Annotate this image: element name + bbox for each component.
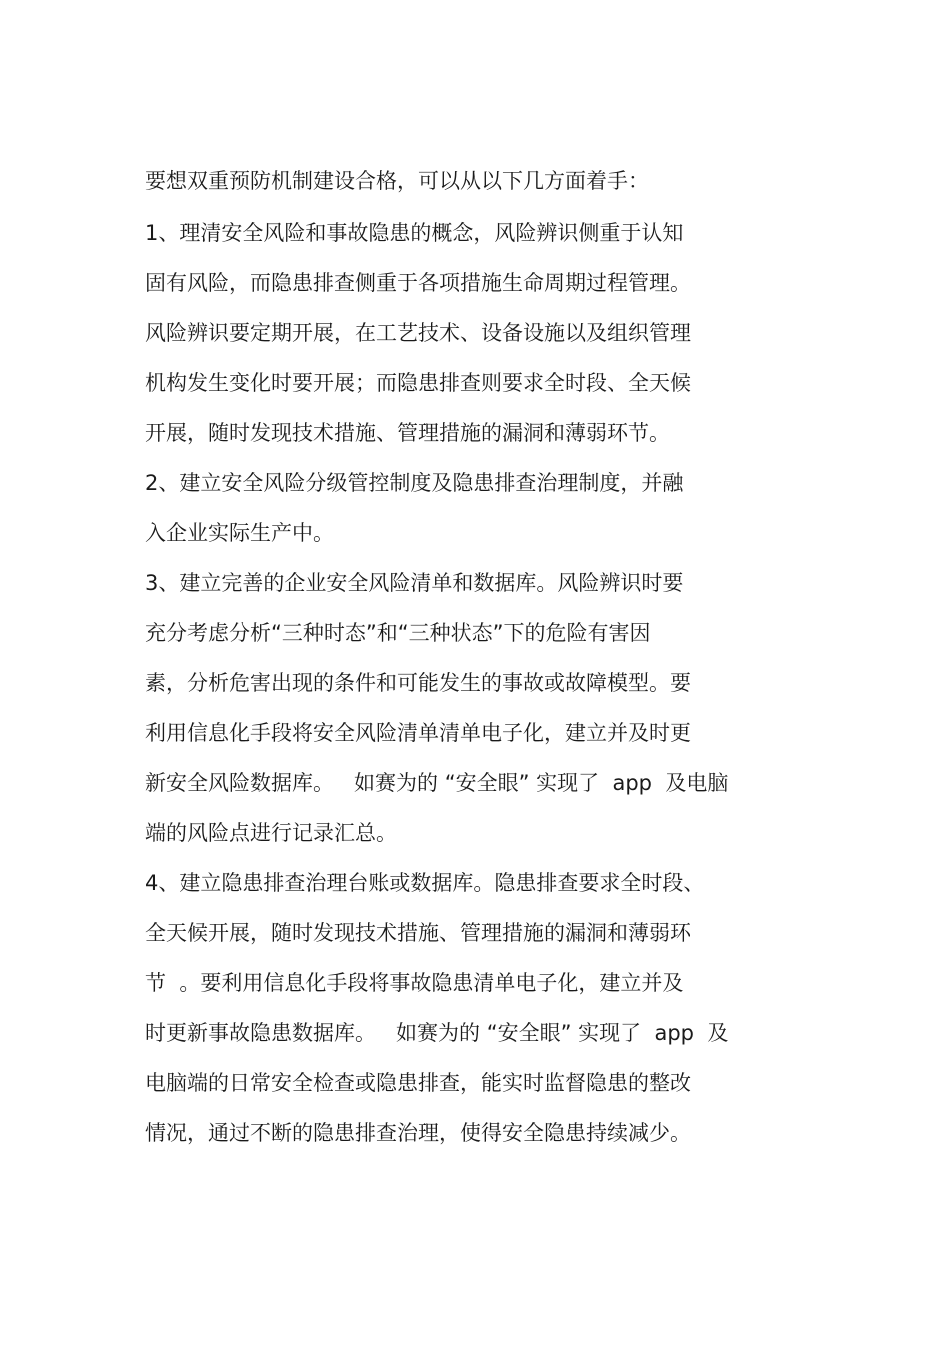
text-line: 3、建立完善的企业安全风险清单和数据库。风险辨识时要: [145, 571, 684, 595]
text-line: 新安全风险数据库。 如赛为的 “安全眼” 实现了 app 及电脑: [145, 771, 729, 795]
text-line: 节 。要利用信息化手段将事故隐患清单电子化，建立并及: [145, 971, 684, 995]
text-line: 情况，通过不断的隐患排查治理，使得安全隐患持续减少。: [145, 1121, 691, 1145]
intro-line: 要想双重预防机制建设合格，可以从以下几方面着手：: [145, 169, 649, 193]
text-line: 入企业实际生产中。: [145, 521, 334, 545]
text-line: 全天候开展，随时发现技术措施、管理措施的漏洞和薄弱环: [145, 921, 691, 945]
text-line: 固有风险，而隐患排查侧重于各项措施生命周期过程管理。: [145, 271, 691, 295]
text-line: 时更新事故隐患数据库。 如赛为的 “安全眼” 实现了 app 及: [145, 1021, 729, 1045]
text-line: 电脑端的日常安全检查或隐患排查，能实时监督隐患的整改: [145, 1071, 691, 1095]
text-line: 素，分析危害出现的条件和可能发生的事故或故障模型。要: [145, 671, 691, 695]
text-line: 开展，随时发现技术措施、管理措施的漏洞和薄弱环节。: [145, 421, 670, 445]
text-line: 2、建立安全风险分级管控制度及隐患排查治理制度，并融: [145, 471, 684, 495]
text-line: 1、理清安全风险和事故隐患的概念，风险辨识侧重于认知: [145, 221, 684, 245]
text-line: 4、建立隐患排查治理台账或数据库。隐患排查要求全时段、: [145, 871, 705, 895]
text-line: 充分考虑分析“三种时态”和“三种状态”下的危险有害因: [145, 621, 651, 645]
text-line: 机构发生变化时要开展；而隐患排查则要求全时段、全天候: [145, 371, 691, 395]
text-line: 风险辨识要定期开展，在工艺技术、设备设施以及组织管理: [145, 321, 691, 345]
text-line: 利用信息化手段将安全风险清单清单电子化，建立并及时更: [145, 721, 691, 745]
text-line: 端的风险点进行记录汇总。: [145, 821, 397, 845]
